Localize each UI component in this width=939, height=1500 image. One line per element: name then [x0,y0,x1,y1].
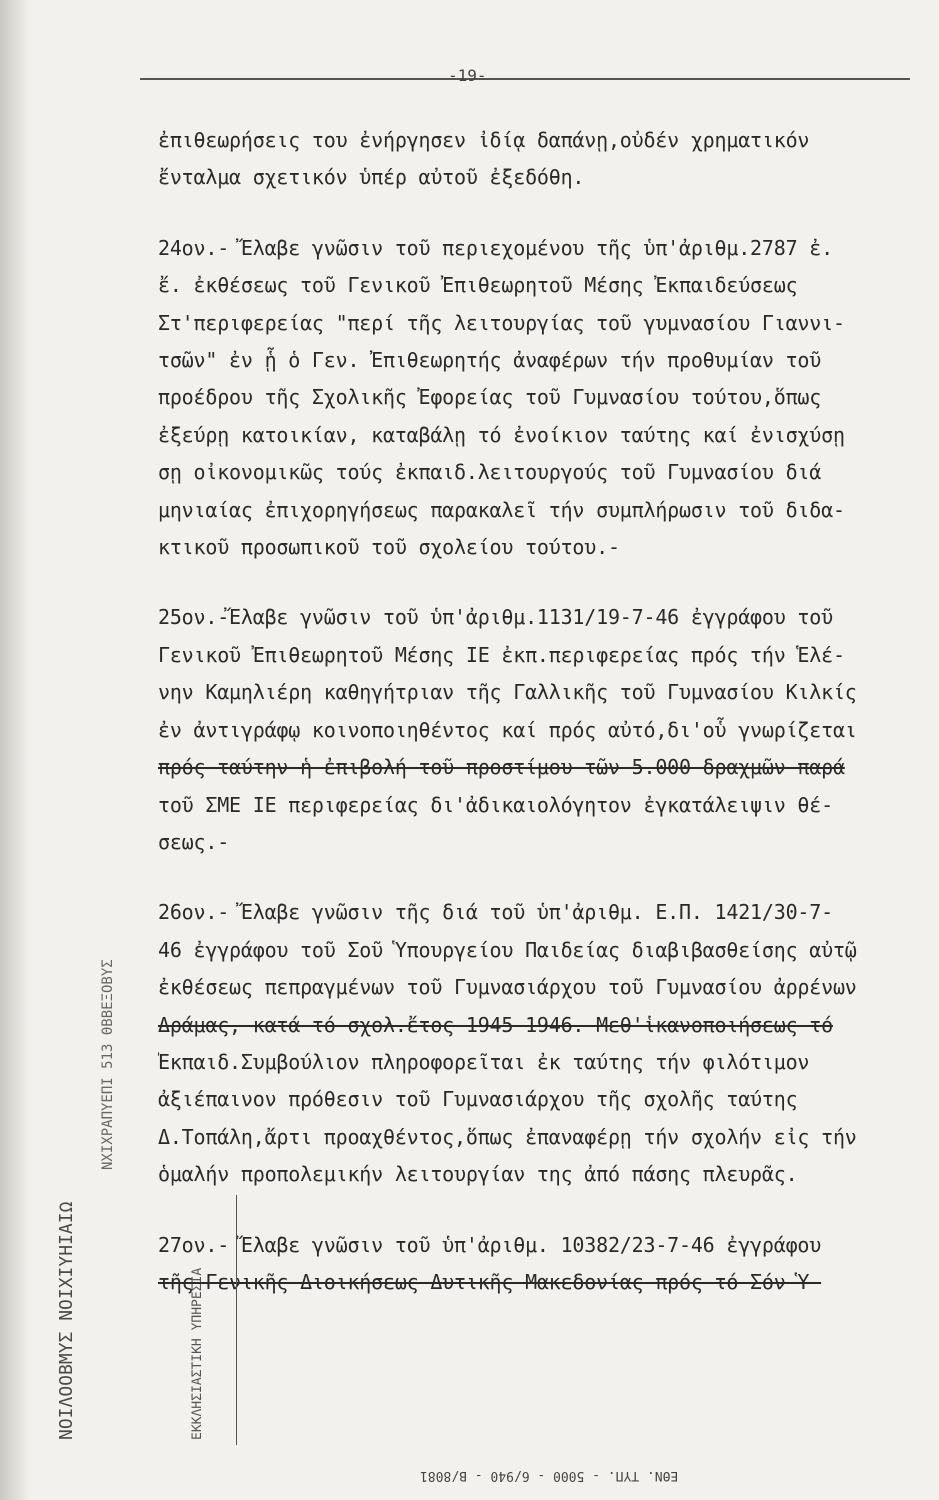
text-line: σεως.- [158,829,230,854]
paragraph-25 [158,599,920,861]
text-line: ἔνταλμα σχετικόν ὑπέρ αὐτοῦ ἐξεδόθη. [158,165,585,190]
text-line: ἀξιέπαινον πρόθεσιν τοῦ Γυμνασιάρχου τῆς σχολῆς ταύτης [158,1087,798,1112]
text-line: μηνιαίας ἐπιχορηγήσεως παρακαλεῖ τήν συμπλήρωσιν τοῦ διδα- [158,497,845,522]
paragraph-24 [158,230,920,567]
text-line: Στ'περιφερείας "περί τῆς λειτουργίας τοῦ γυμνασίου Γιαννι- [158,310,845,335]
text-line: τοῦ ΣΜΕ ΙΕ περιφερείας δι'ἀδικαιολόγητον ἐγκατάλειψιν θέ- [158,792,833,817]
text-line: προέδρου τῆς Σχολικῆς Ἐφορείας τοῦ Γυμνασίου τούτου,ὅπως [158,385,822,410]
text-line: 26ον.- Ἔλαβε γνῶσιν τῆς διά τοῦ ὑπ'ἀριθμ. Ε.Π. 1421/30-7- [158,900,833,925]
printer-footer: ΕΘΝ. ΤΥΠ. - 5000 - 6/940 - Β/8081 [420,1468,679,1483]
text-line: σῃ οἰκονομικῶς τούς ἐκπαιδ.λειτουργούς τοῦ Γυμνασίου διά [158,460,822,485]
text-line: 46 ἐγγράφου τοῦ Σοῦ Ὑπουργείου Παιδείας διαβιβασθείσης αὐτῷ [158,937,857,962]
text-line-struck: πρός ταύτην ἡ ἐπιβολή τοῦ προστίμου τῶν 5.000 δραχμῶν παρά [158,755,845,780]
stamp-border-line [236,1195,237,1445]
text-line: ὁμαλήν προπολεμικήν λειτουργίαν της ἀπό πάσης πλευρᾶς. [158,1162,798,1187]
text-line: τσῶν" ἐν ᾗ ὁ Γεν. Ἐπιθεωρητής ἀναφέρων τήν προθυμίαν τοῦ [158,348,822,373]
text-line: 27ον.- Ἔλαβε γνῶσιν τοῦ ὑπ'ἀριθμ. 10382/23-7-46 ἐγγράφου [158,1232,822,1257]
page-number: -19- [448,66,487,85]
text-line: κτικοῦ προσωπικοῦ τοῦ σχολείου τούτου.- [158,535,620,560]
text-line-struck: τῆς Γενικῆς Διοικήσεως Δυτικῆς Μακεδονίας πρός τό Σόν Ὑ- [158,1269,822,1294]
text-line: ἔ. ἐκθέσεως τοῦ Γενικοῦ Ἐπιθεωρητοῦ Μέσης Ἐκπαιδεύσεως [158,273,798,298]
paragraph-27 [158,1227,920,1302]
margin-stamp-text: ΝΟΙΛΟΟΒΜΥΣ ΝΟΙΧΙΥΗΙΑΙΩ [56,1201,77,1440]
text-line: ἐκθέσεως πεπραγμένων τοῦ Γυμνασιάρχου τοῦ Γυμνασίου ἀρρένων [158,975,857,1000]
paragraph-26 [158,894,920,1193]
scan-edge-shadow [0,0,30,1500]
document-body [158,122,920,1334]
text-line: ἐπιθεωρήσεις του ἐνήργησεν ἰδίᾳ δαπάνῃ,οὐδέν χρηματικόν [158,128,810,152]
margin-faded-text: ΝΧΙΧΡΑΠΥΕΠΙ 513 ΘΒΒΕΞΟΒΥΣ [100,959,116,1170]
text-line-struck: Δράμας, κατά τό σχολ.ἔτος 1945-1946. Μεθ'ἱκανοποιήσεως τό [158,1012,833,1037]
vertical-stamp: ΕΚΚΛΗΣΙΑΣΤΙΚΗ ΥΠΗΡΕΣΙΑ [190,1267,205,1440]
paragraph-continuation [158,122,920,197]
text-line: ἐξεύρῃ κατοικίαν, καταβάλῃ τό ἐνοίκιον ταύτης καί ἐνισχύσῃ [158,422,845,447]
text-line: 25ον.-Ἔλαβε γνῶσιν τοῦ ὑπ'ἀριθμ.1131/19-7-46 ἐγγράφου τοῦ [158,605,833,630]
text-line: 24ον.- Ἔλαβε γνῶσιν τοῦ περιεχομένου τῆς ὑπ'ἀριθμ.2787 ἐ. [158,235,833,260]
header-rule [140,78,910,80]
text-line: νην Καμηλιέρη καθηγήτριαν τῆς Γαλλικῆς τοῦ Γυμνασίου Κιλκίς [158,680,857,705]
text-line: Δ.Τοπάλη,ἄρτι προαχθέντος,ὅπως ἐπαναφέρῃ τήν σχολήν εἰς τήν [158,1124,857,1149]
text-line: Ἐκπαιδ.Συμβούλιον πληροφορεῖται ἐκ ταύτης τήν φιλότιμον [158,1049,810,1074]
text-line: ἐν ἀντιγράφῳ κοινοποιηθέντος καί πρός αὐτό,δι'οὗ γνωρίζεται [158,717,857,742]
text-line: Γενικοῦ Ἐπιθεωρητοῦ Μέσης ΙΕ ἐκπ.περιφερείας πρός τήν Ἑλέ- [158,642,845,667]
